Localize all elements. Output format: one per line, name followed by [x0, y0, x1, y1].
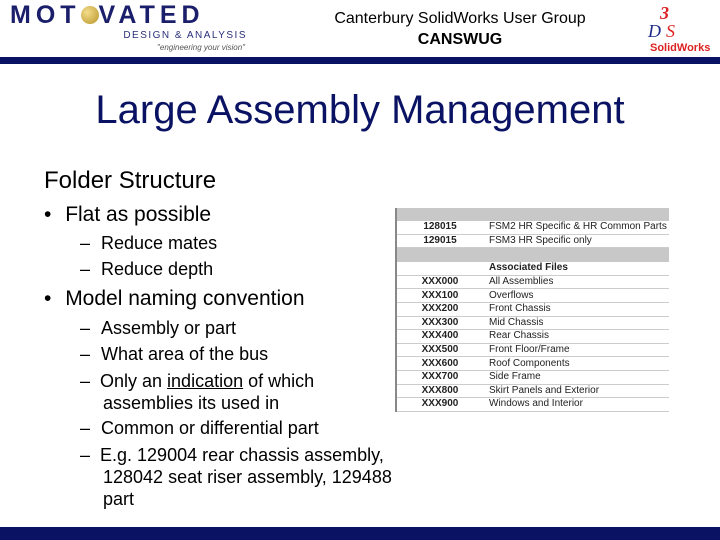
sub-bullet: – Reduce depth: [80, 259, 214, 279]
sub-bullet: – What area of the bus: [80, 344, 269, 364]
section-heading: Folder Structure: [44, 167, 217, 194]
footer-bar: [0, 527, 720, 540]
logo-subtitle: DESIGN & ANALYSIS: [123, 30, 247, 41]
associated-files-header: Associated Files: [489, 262, 568, 274]
file-code: XXX000: [421, 276, 459, 288]
svg-text:D: D: [648, 21, 661, 40]
table-row: [397, 235, 669, 249]
logo-wordmark: MOT VATED: [10, 1, 205, 29]
file-description: Mid Chassis: [489, 316, 544, 328]
file-code: XXX300: [421, 316, 459, 328]
file-description: Front Chassis: [489, 303, 551, 315]
file-description: Rear Chassis: [489, 330, 550, 342]
logo-tagline: "engineering your vision": [157, 43, 245, 52]
table-row: [397, 330, 669, 344]
file-code: XXX800: [421, 384, 459, 396]
table-header-band: [397, 208, 669, 221]
sub-bullet: – Only an indication of which assemblies its used in: [80, 371, 315, 413]
file-description: All Assemblies: [489, 276, 554, 288]
table-separator: [397, 248, 669, 262]
svg-text:S: S: [666, 21, 675, 40]
naming-table: [395, 208, 669, 412]
table-row: [397, 357, 669, 371]
header-line2: CANSWUG: [417, 31, 503, 48]
svg-text:3: 3: [660, 3, 669, 23]
file-description: Overflows: [489, 289, 534, 301]
table-row: [397, 344, 669, 358]
sub-bullet: – Assembly or part: [80, 318, 237, 338]
table-row: [397, 221, 669, 235]
table-row: [397, 398, 669, 412]
file-code: XXX500: [421, 344, 459, 356]
file-code: XXX600: [421, 357, 459, 369]
table-row: [397, 303, 669, 317]
header-title: [290, 8, 630, 50]
table-row: [397, 385, 669, 399]
motovated-logo: [6, 2, 251, 54]
file-code: XXX900: [421, 398, 459, 410]
file-description: Roof Components: [489, 357, 570, 369]
bullet: • Flat as possible: [44, 203, 212, 226]
file-description: Windows and Interior: [489, 398, 583, 410]
sub-bullet: – E.g. 129004 rear chassis assembly, 128042 seat riser assembly, 129488 part: [80, 445, 392, 509]
solidworks-logo: [640, 2, 716, 56]
table-row: [397, 371, 669, 385]
table-row: [397, 289, 669, 303]
part-description: FSM2 HR Specific & HR Common Parts: [489, 221, 667, 233]
file-description: Skirt Panels and Exterior: [489, 384, 600, 396]
header-rule: [0, 57, 720, 64]
associated-files-list: [397, 276, 669, 412]
header-line1: Canterbury SolidWorks User Group: [334, 10, 586, 27]
file-description: Front Floor/Frame: [489, 344, 570, 356]
part-code: 128015: [423, 221, 457, 233]
table-row: [397, 317, 669, 331]
solidworks-text: SolidWorks: [650, 42, 711, 54]
bullet: • Model naming convention: [44, 287, 305, 310]
ds-logo-icon: [640, 2, 716, 40]
file-code: XXX700: [421, 371, 459, 383]
table-row: [397, 276, 669, 290]
part-description: FSM3 HR Specific only: [489, 234, 592, 246]
file-description: Side Frame: [489, 371, 541, 383]
file-code: XXX100: [421, 289, 459, 301]
sub-bullet: – Reduce mates: [80, 233, 218, 253]
slide-title: Large Assembly Management: [95, 88, 625, 132]
file-code: XXX400: [421, 330, 459, 342]
logo-ball-icon: [81, 6, 99, 24]
part-code: 129015: [423, 234, 457, 246]
sub-bullet: – Common or differential part: [80, 418, 319, 438]
table-row: [397, 262, 669, 276]
file-code: XXX200: [421, 303, 459, 315]
